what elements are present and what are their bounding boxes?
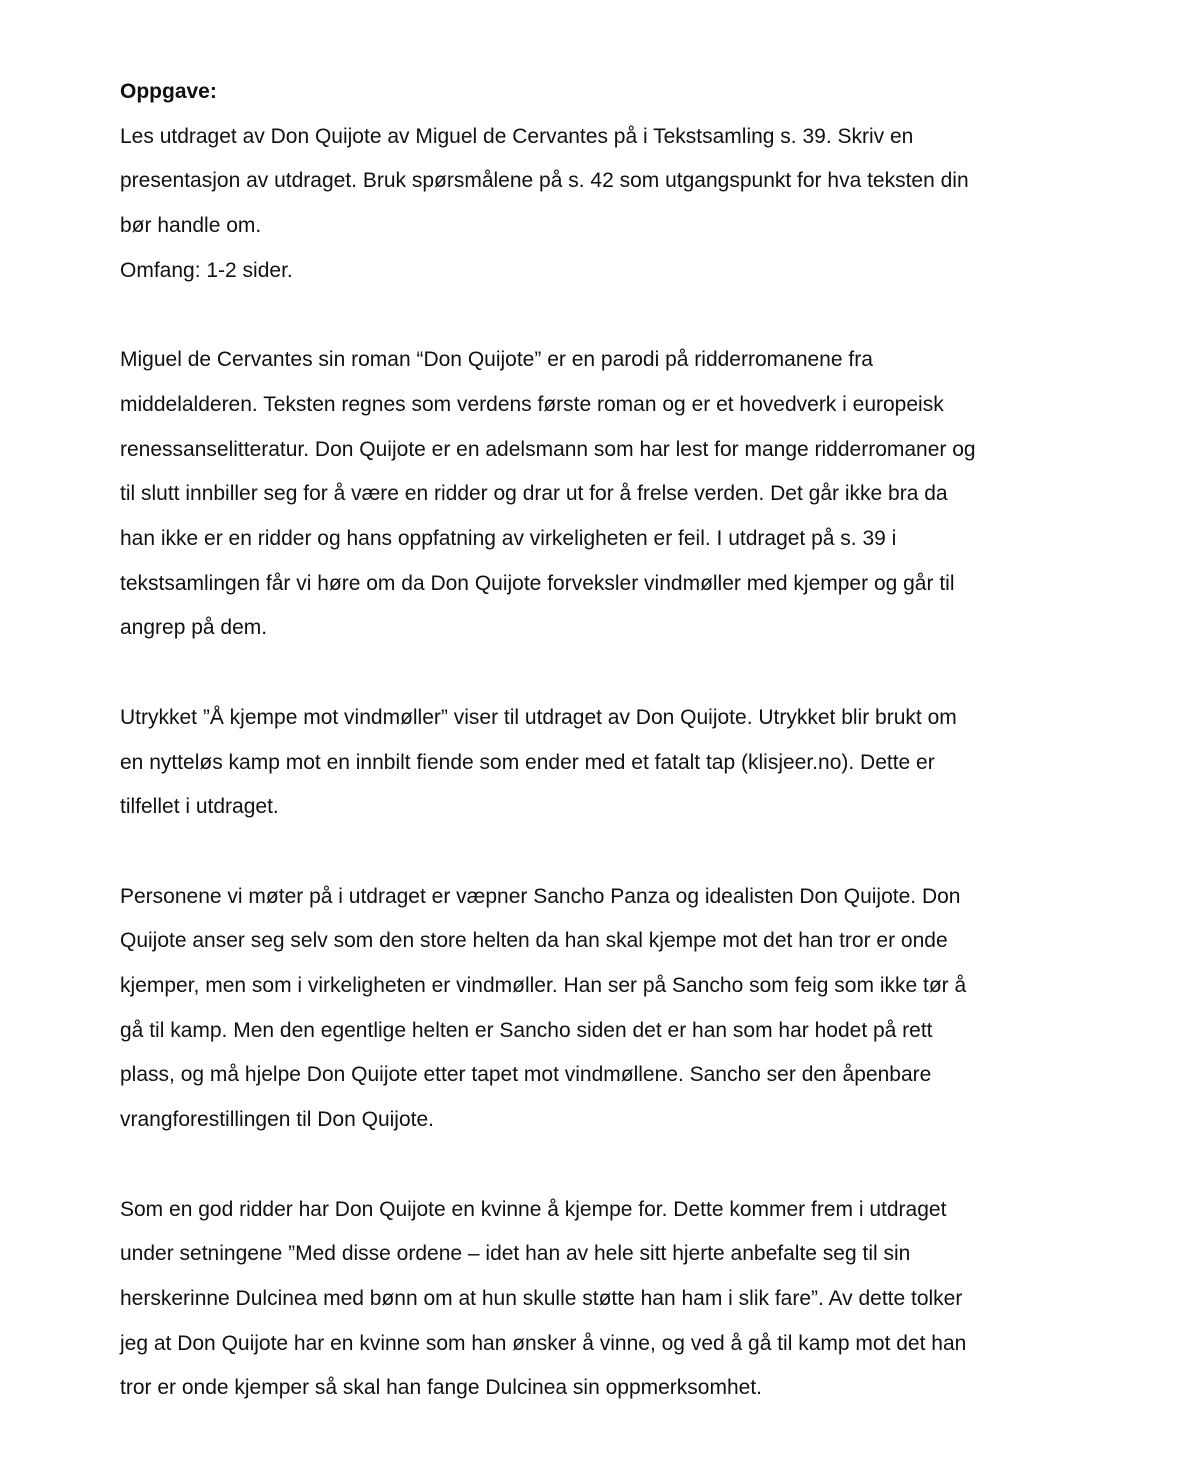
paragraph-line: angrep på dem. <box>120 616 268 640</box>
paragraph-line: Personene vi møter på i utdraget er væpner Sancho Panza og idealisten Don Quijote. Don <box>120 884 961 908</box>
paragraph-line: en nytteløs kamp mot en innbilt fiende som ender med et fatalt tap (klisjeer.no). Dette er <box>120 750 935 774</box>
paragraph-line: jeg at Don Quijote har en kvinne som han ønsker å vinne, og ved å gå til kamp mot det han <box>120 1331 967 1355</box>
paragraph-line: vrangforestillingen til Don Quijote. <box>120 1108 434 1132</box>
task-line: presentasjon av utdraget. Bruk spørsmålene på s. 42 som utgangspunkt for hva teksten din <box>120 169 969 193</box>
paragraph-line: Som en god ridder har Don Quijote en kvinne å kjempe for. Dette kommer frem i utdraget <box>120 1197 947 1221</box>
paragraph-characters <box>120 875 1060 1143</box>
paragraph-line: under setningene ”Med disse ordene – idet han av hele sitt hjerte anbefalte seg til sin <box>120 1242 911 1266</box>
paragraph-line: middelalderen. Teksten regnes som verdens første roman og er et hovedverk i europeisk <box>120 392 944 416</box>
paragraph-intro <box>120 338 1060 651</box>
paragraph-spacer <box>120 1143 1060 1188</box>
task-heading: Oppgave: <box>120 80 217 103</box>
paragraph-line: gå til kamp. Men den egentlige helten er Sancho siden det er han som har hodet på rett <box>120 1018 933 1042</box>
paragraph-line: tilfellet i utdraget. <box>120 795 279 819</box>
document-body <box>120 70 1060 1411</box>
paragraph-line: plass, og må hjelpe Don Quijote etter tapet mot vindmøllene. Sancho ser den åpenbare <box>120 1063 932 1087</box>
paragraph-spacer <box>120 651 1060 696</box>
paragraph-line: Quijote anser seg selv som den store helten da han skal kjempe mot det han tror er onde <box>120 929 948 953</box>
paragraph-line: renessanselitteratur. Don Quijote er en adelsmann som har lest for mange ridderromaner og <box>120 437 976 461</box>
paragraph-line: Utrykket ”Å kjempe mot vindmøller” viser til utdraget av Don Quijote. Utrykket blir brukt om <box>120 705 957 729</box>
paragraph-spacer <box>120 294 1060 339</box>
paragraph-line: tror er onde kjemper så skal han fange Dulcinea sin oppmerksomhet. <box>120 1376 762 1400</box>
paragraph-dulcinea <box>120 1188 1060 1412</box>
paragraph-line: han ikke er en ridder og hans oppfatning av virkeligheten er feil. I utdraget på s. 39 i <box>120 527 897 551</box>
paragraph-expression <box>120 696 1060 830</box>
paragraph-line: til slutt innbiller seg for å være en ridder og drar ut for å frelse verden. Det går ikke bra da <box>120 482 948 506</box>
task-line: Les utdraget av Don Quijote av Miguel de Cervantes på i Tekstsamling s. 39. Skriv en <box>120 124 914 148</box>
paragraph-spacer <box>120 830 1060 875</box>
paragraph-line: tekstsamlingen får vi høre om da Don Quijote forveksler vindmøller med kjemper og går til <box>120 571 955 595</box>
paragraph-line: kjemper, men som i virkeligheten er vindmøller. Han ser på Sancho som feig som ikke tør å <box>120 974 967 998</box>
task-line: bør handle om. <box>120 214 262 238</box>
task-line: Omfang: 1-2 sider. <box>120 258 293 282</box>
paragraph-line: Miguel de Cervantes sin roman “Don Quijote” er en parodi på ridderromanene fra <box>120 348 873 372</box>
task-section <box>120 70 1060 294</box>
paragraph-line: herskerinne Dulcinea med bønn om at hun skulle støtte han ham i slik fare”. Av dette tolker <box>120 1286 963 1310</box>
